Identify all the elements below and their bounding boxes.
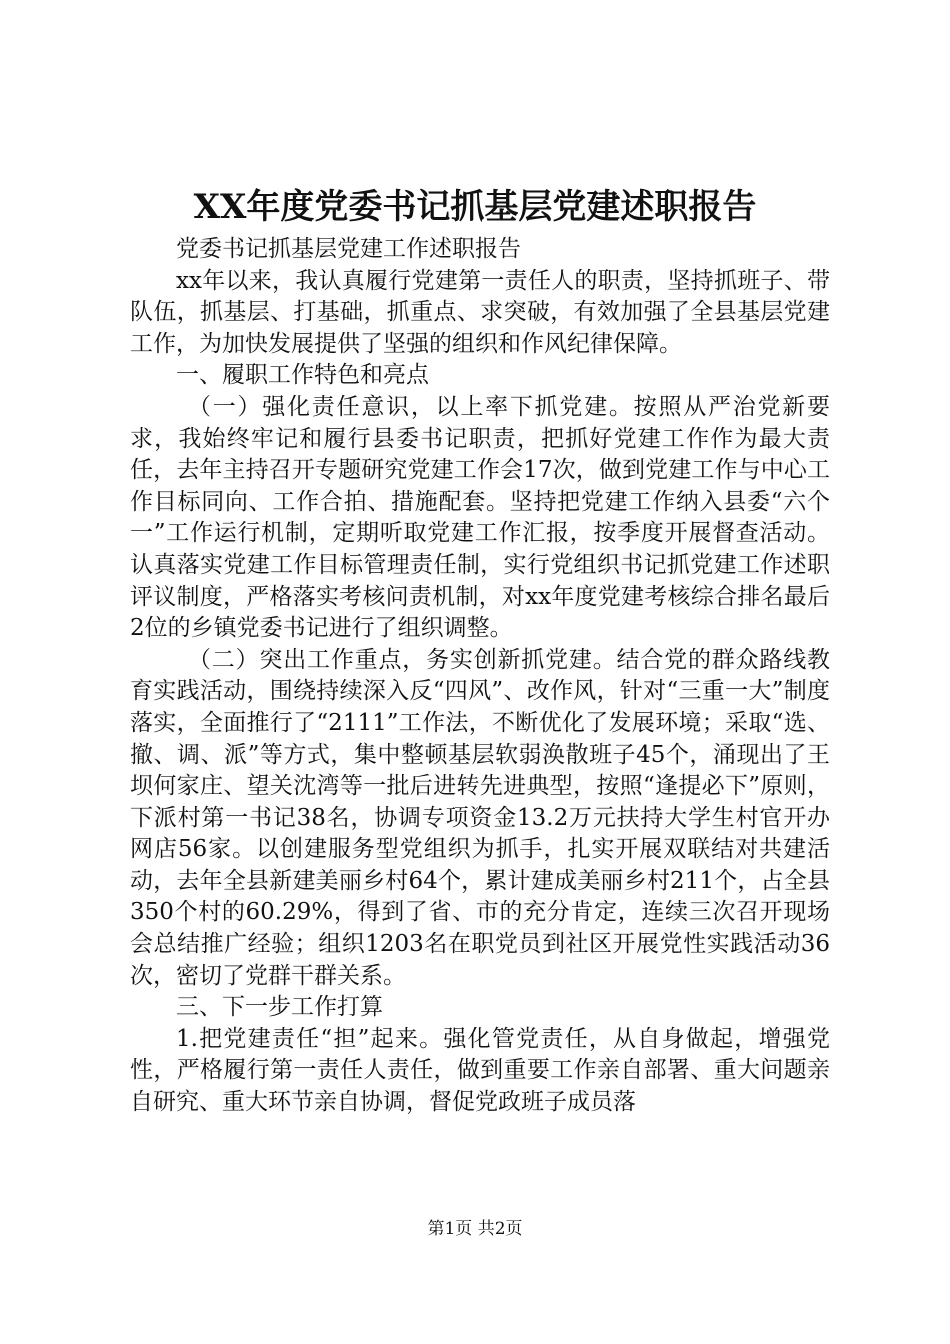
paragraph-subtitle: 党委书记抓基层党建工作述职报告: [176, 236, 521, 262]
page-footer: 第1页 共2页: [427, 1219, 523, 1239]
document-title: XX年度党委书记抓基层党建述职报告: [193, 187, 757, 227]
section-heading-3: 三、下一步工作打算: [176, 994, 383, 1021]
paragraph-item-1: （一）强化责任意识，以上率下抓党建。按照从严治党新要求，我始终牢记和履行县委书记职责，把抓好党建工作作为最大责任，去年主持召开专题研究党建工作会17次，做到党建工作与中心工作目标同向、工作合拍、措施配套。坚持把党建工作纳入县委“六个一”工作运行机制，定期听取党建工作汇报，按季度开展督查活动。认真落实党建工作目标管理责任制，实行党组织书记抓党建工作述职评议制度，严格落实考核问责机制，对xx年度党建考核综合排名最后2位的乡镇党委书记进行了组织调整。: [130, 393, 830, 642]
paragraph-intro: xx年以来，我认真履行党建第一责任人的职责，坚持抓班子、带队伍，抓基层、打基础，抓重点、求突破，有效加强了全县基层党建工作，为加快发展提供了坚强的组织和作风纪律保障。: [130, 267, 830, 357]
section-heading-1: 一、履职工作特色和亮点: [176, 362, 429, 389]
document-body: [130, 234, 830, 1119]
paragraph-plan-1: 1.把党建责任“担”起来。强化管党责任，从自身做起，增强党性，严格履行第一责任人责任，做到重要工作亲自部署、重大问题亲自研究、重大环节亲自协调，督促党政班子成员落: [130, 1025, 830, 1116]
paragraph-item-2: （二）突出工作重点，务实创新抓党建。结合党的群众路线教育实践活动，围绕持续深入反“四风”、改作风，针对“三重一大”制度落实，全面推行了“2111”工作法，不断优化了发展环境；采取“选、撤、调、派”等方式，集中整顿基层软弱涣散班子45个，涌现出了王坝何家庄、望关沈湾等一批后进转先进典型，按照“逢提必下”原则，下派村第一书记38名，协调专项资金13.2万元扶持大学生村官开办网店56家。以创建服务型党组织为抓手，扎实开展双联结对共建活动，去年全县新建美丽乡村64个，累计建成美丽乡村211个，占全县350个村的60.29%，得到了省、市的充分肯定，连续三次召开现场会总结推广经验；组织1203名在职党员到社区开展党性实践活动36次，密切了党群干群关系。: [130, 646, 830, 989]
